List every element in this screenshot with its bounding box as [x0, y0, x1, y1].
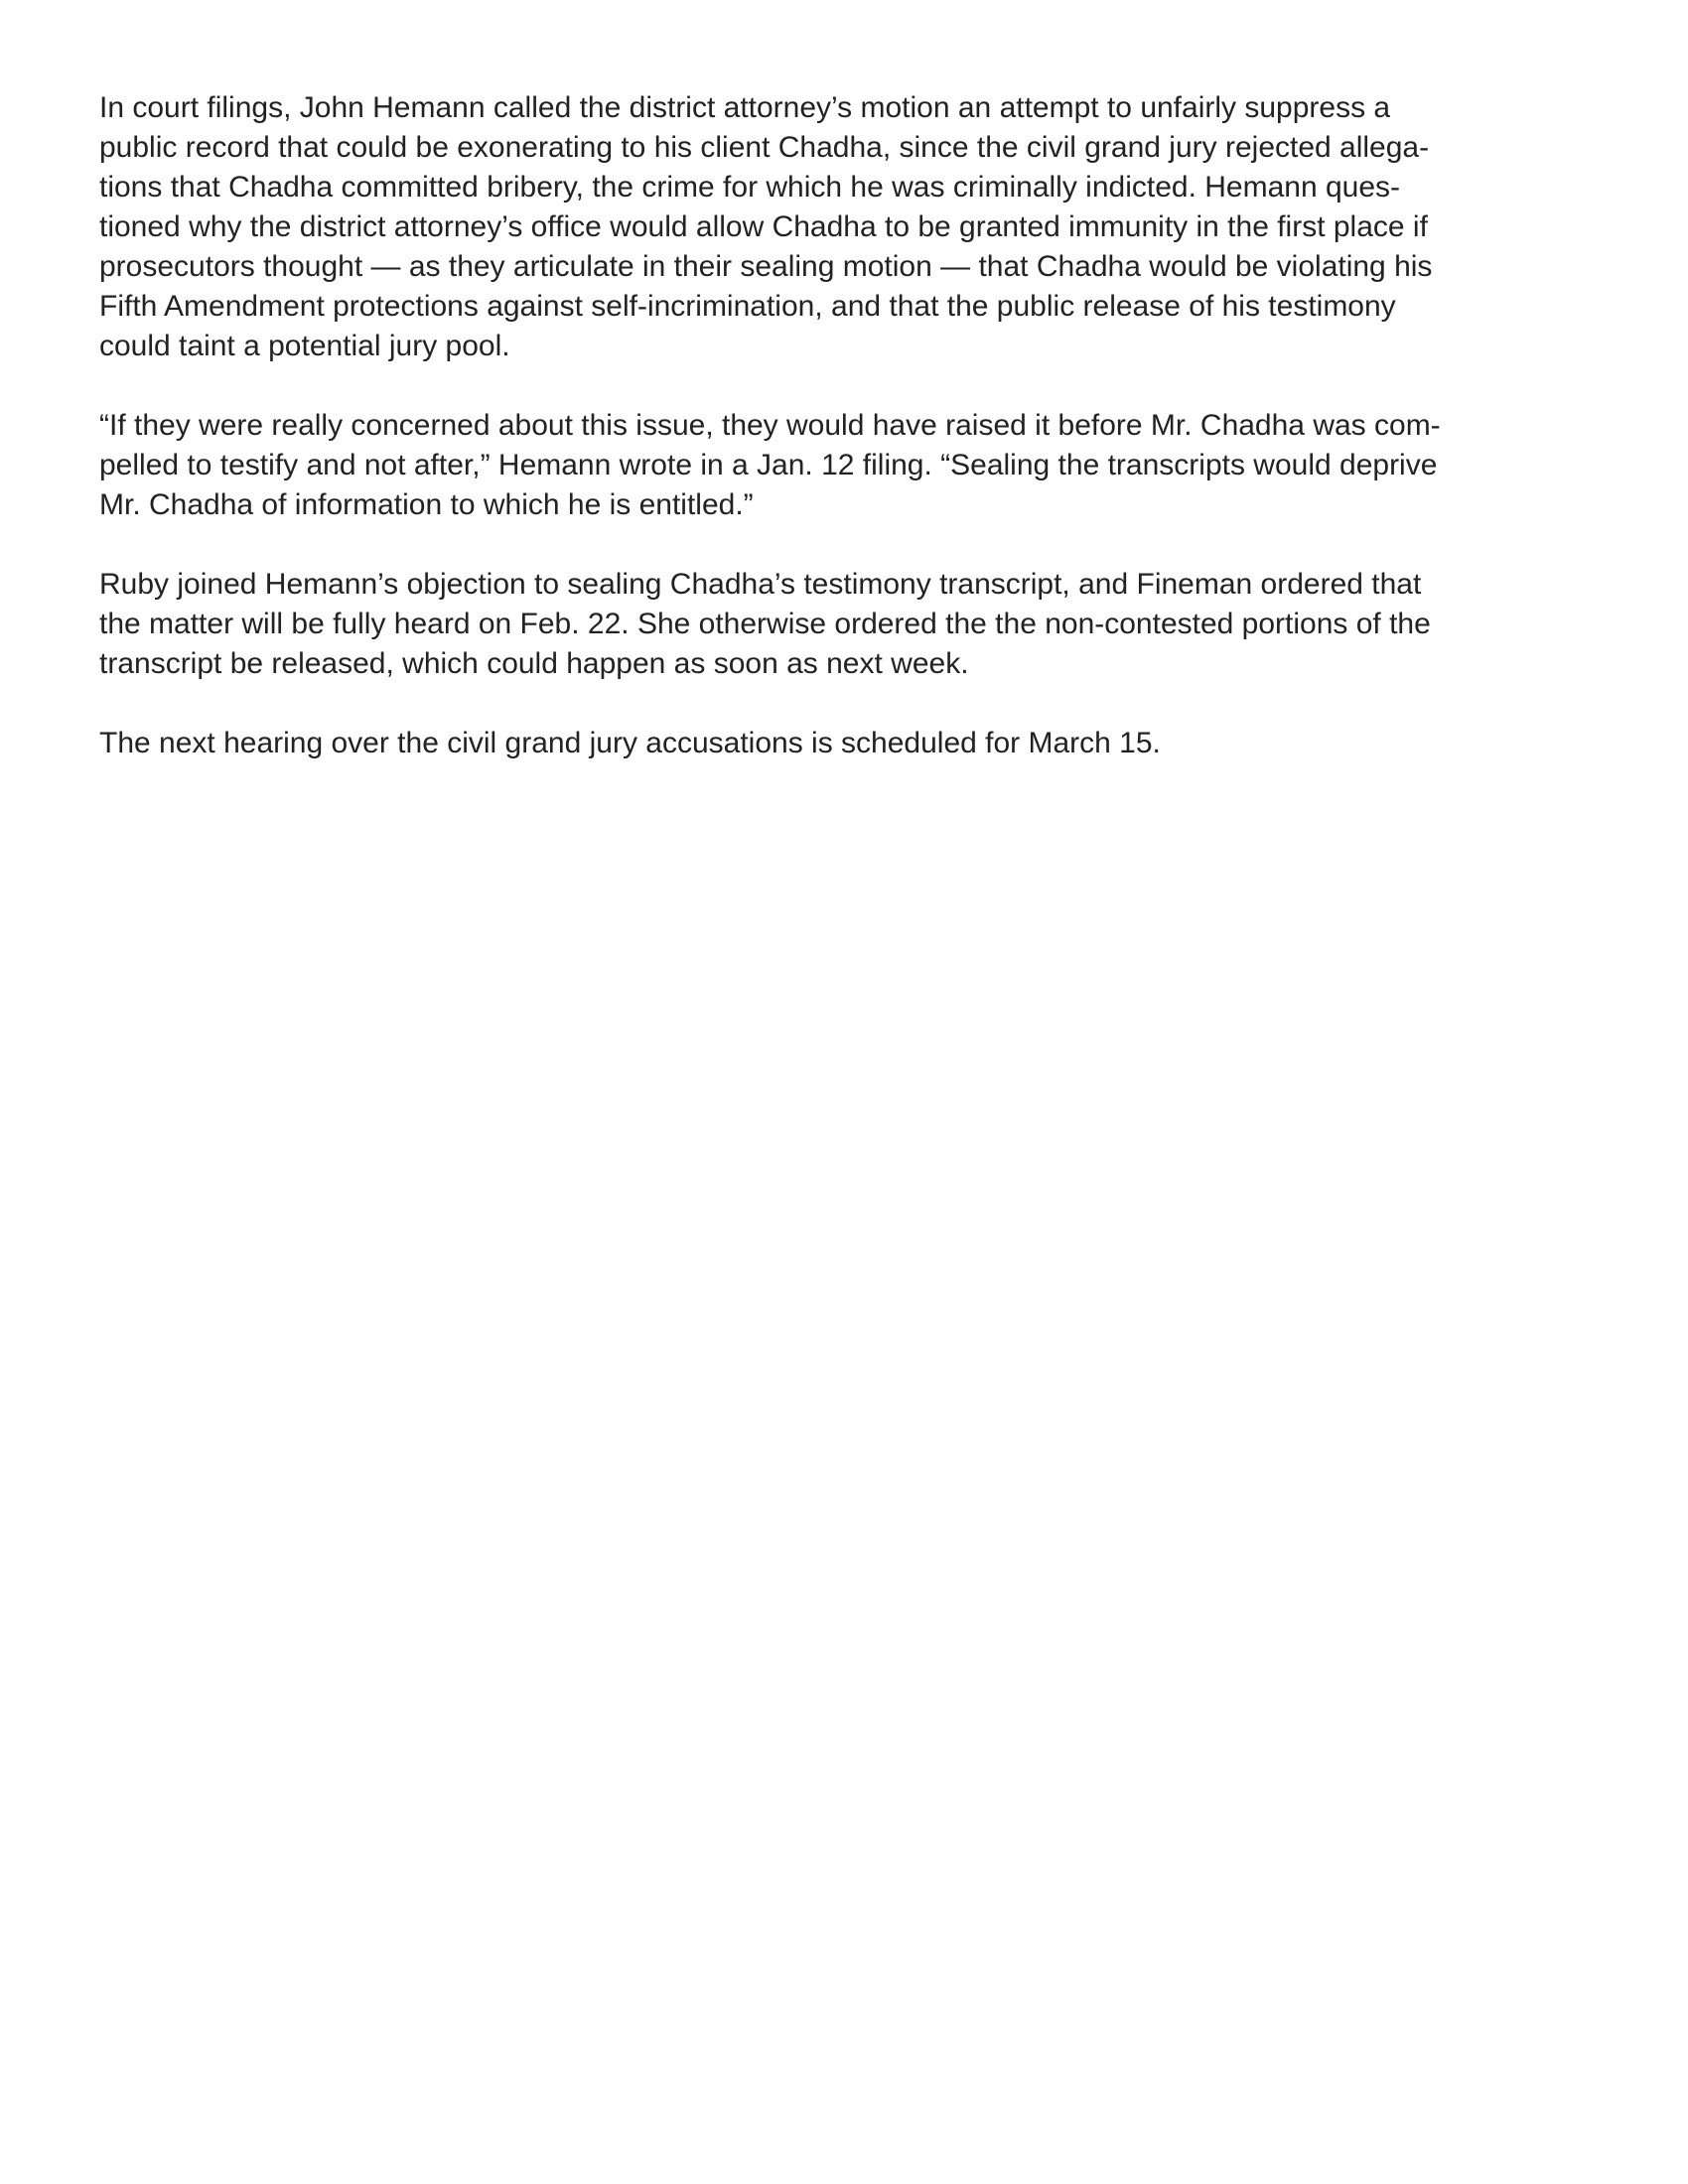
text-line: could taint a potential jury pool.: [99, 330, 510, 362]
paragraph-2: [99, 406, 1589, 525]
text-line: In court filings, John Hemann called the district attorney’s motion an attempt to unfairly suppress a: [99, 91, 1391, 124]
paragraph-4: [99, 724, 1589, 763]
text-line: Mr. Chadha of information to which he is entitled.”: [99, 488, 754, 521]
text-line: transcript be released, which could happen as soon as next week.: [99, 647, 969, 680]
text-line: Fifth Amendment protections against self-incrimination, and that the public release of his testimony: [99, 290, 1396, 323]
text-line: “If they were really concerned about this issue, they would have raised it before Mr. Chadha was com-: [99, 409, 1441, 442]
article-body: [99, 88, 1589, 803]
text-line: tions that Chadha committed bribery, the crime for which he was criminally indicted. Hemann ques-: [99, 171, 1401, 204]
text-line: The next hearing over the civil grand jury accusations is scheduled for March 15.: [99, 727, 1161, 759]
text-line: Ruby joined Hemann’s objection to sealing Chadha’s testimony transcript, and Fineman ordered that: [99, 568, 1422, 601]
paragraph-1: [99, 88, 1589, 366]
text-line: tioned why the district attorney’s office would allow Chadha to be granted immunity in the first place if: [99, 210, 1428, 243]
text-line: public record that could be exonerating to his client Chadha, since the civil grand jury rejected allega-: [99, 131, 1430, 164]
text-line: the matter will be fully heard on Feb. 22. She otherwise ordered the the non-contested portions of the: [99, 608, 1431, 640]
text-line: prosecutors thought — as they articulate in their sealing motion — that Chadha would be violating his: [99, 250, 1433, 283]
text-line: pelled to testify and not after,” Hemann wrote in a Jan. 12 filing. “Sealing the transcripts would deprive: [99, 449, 1438, 481]
paragraph-3: [99, 565, 1589, 684]
